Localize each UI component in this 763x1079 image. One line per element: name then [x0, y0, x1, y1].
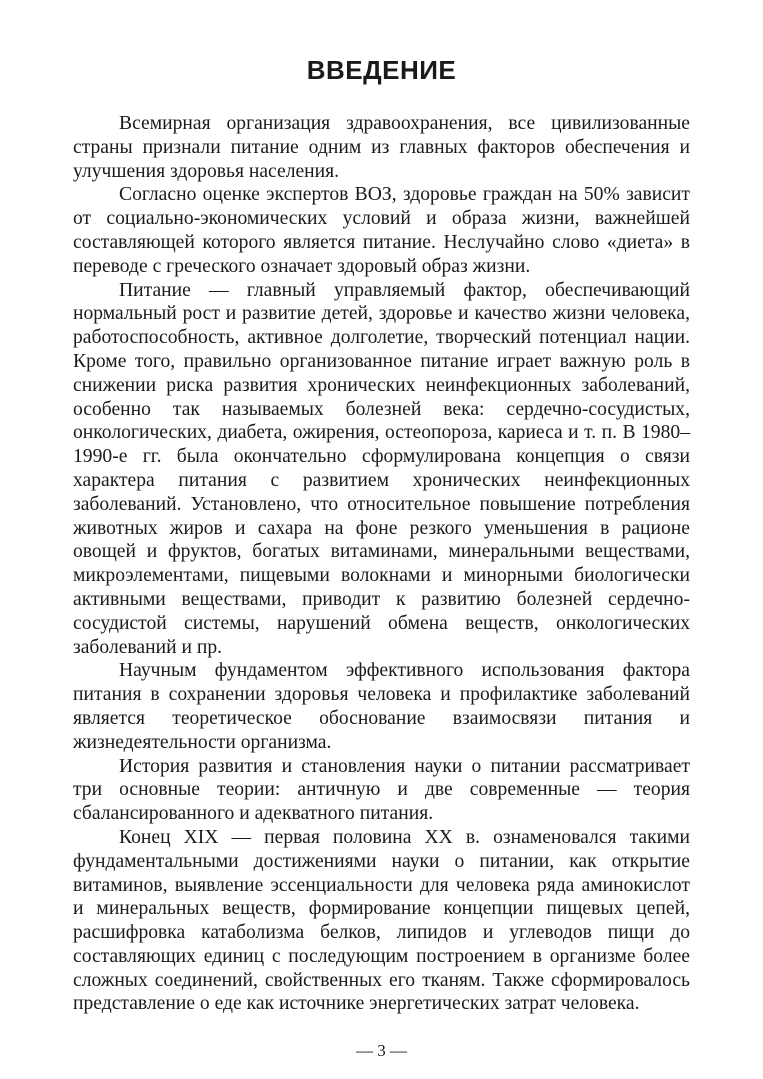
paragraph: История развития и становления науки о питании рассматривает три основные теории: античную и две современные — теория сбалансированного и адекватного питания.	[73, 755, 690, 825]
paragraph: Конец XIX — первая половина XX в. ознаменовался такими фундаментальными достижениями науки о питании, как открытие витаминов, выявление эссенциальности для человека ряда аминокислот и минеральных веществ, формирование концепции пищевых цепей, расшифровка катаболизма белков, липидов и углеводов пищи до составляющих единиц с последующим построением в организме более сложных соединений, свойственных его тканям. Также сформировалось представление о еде как источнике энергетических затрат человека.	[73, 826, 690, 1015]
paragraph: Научным фундаментом эффективного использования фактора питания в сохранении здоровья человека и профилактике заболеваний является теоретическое обоснование взаимосвязи питания и жизнедеятельности организма.	[73, 660, 690, 753]
paragraph: Питание — главный управляемый фактор, обеспечивающий нормальный рост и развитие детей, здоровье и качество жизни человека, работоспособность, активное долголетие, творческий потенциал нации. Кроме того, правильно организованное питание играет важную роль в снижении риска развития хронических неинфекционных заболеваний, особенно так называемых болезней века: сердечно-сосудистых, онкологических, диабета, ожирения, остеопороза, кариеса и т. п. В 1980–1990-е гг. была окончательно сформулирована концепция о связи характера питания с развитием хронических неинфекционных заболеваний. Установлено, что относительное повышение потребления животных жиров и сахара на фоне резкого уменьшения в рационе овощей и фруктов, богатых витаминами, минеральными веществами, микроэлементами, пищевыми волокнами и минорными биологически активными веществами, приводит к развитию болезней сердечно-сосудистой системы, нарушений обмена веществ, онкологических заболеваний и пр.	[73, 279, 690, 658]
body-text	[73, 112, 690, 1016]
chapter-title: ВВЕДЕНИЕ	[306, 55, 457, 85]
paragraph: Согласно оценке экспертов ВОЗ, здоровье граждан на 50% зависит от социально-экономических условий и образа жизни, важнейшей составляющей которого является питание. Неслучайно слово «диета» в переводе с греческого означает здоровый образ жизни.	[73, 184, 690, 277]
page-number: — 3 —	[356, 1041, 407, 1060]
page-content	[73, 50, 690, 1016]
paragraph: Всемирная организация здравоохранения, все цивилизованные страны признали питание одним из главных факторов обеспечения и улучшения здоровья населения.	[73, 113, 690, 182]
